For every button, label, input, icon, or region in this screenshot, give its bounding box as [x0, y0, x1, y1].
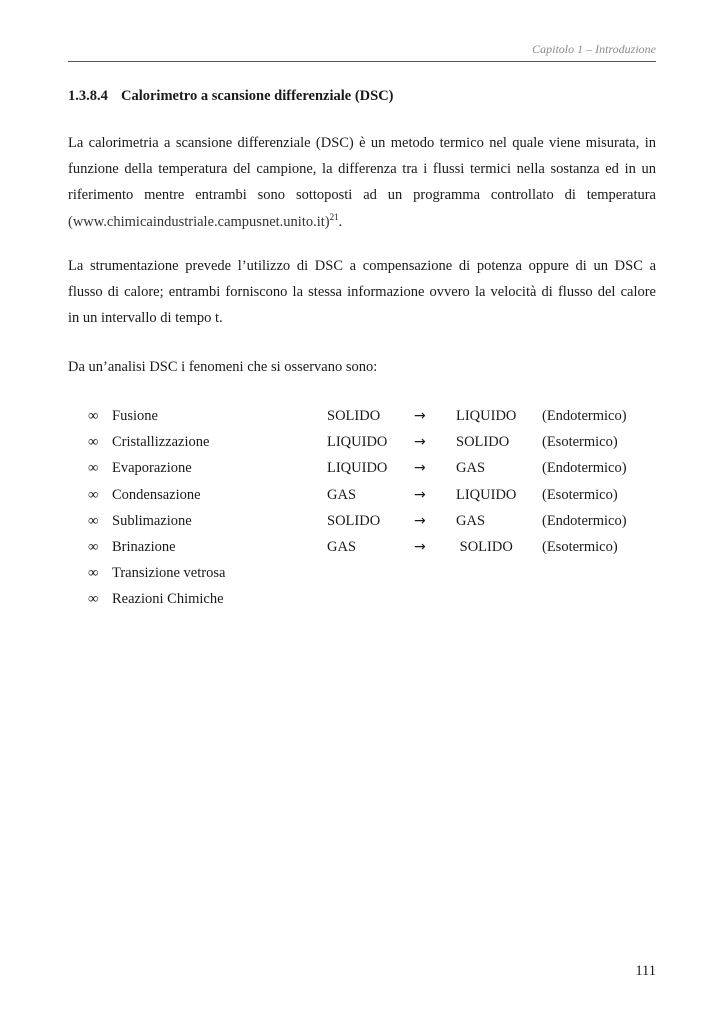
arrow-right-icon: →: [414, 538, 426, 555]
to-state: GAS: [456, 460, 486, 477]
arrow-right-icon: →: [414, 408, 426, 424]
arrow-right-icon: →: [414, 460, 426, 477]
list-item: [0, 405, 724, 431]
header-rule: [68, 61, 656, 62]
section-heading: [68, 88, 394, 105]
phenomenon-name: Evaporazione: [112, 460, 192, 477]
paragraph-line: in un intervallo di tempo t.: [68, 310, 223, 327]
infinity-bullet-icon: ∞: [88, 486, 99, 503]
infinity-bullet-icon: ∞: [88, 512, 99, 529]
to-state: GAS: [456, 512, 486, 529]
list-item: [0, 588, 724, 614]
to-state: LIQUIDO: [456, 486, 517, 503]
list-item: [0, 484, 724, 510]
paragraph-instrumentation: [68, 253, 656, 332]
from-state: LIQUIDO: [327, 460, 388, 477]
phenomenon-name: Sublimazione: [112, 512, 192, 529]
to-state: SOLIDO: [456, 538, 513, 555]
sentence-end: .: [338, 213, 343, 230]
phenomenon-name: Cristallizzazione: [112, 434, 210, 451]
phenomenon-name: Transizione vetrosa: [112, 565, 226, 582]
paragraph-line: funzione della temperatura del campione, la differenza tra i flussi termici nella sostanza ed in un: [68, 161, 656, 178]
paragraph-line: flusso di calore; entrambi forniscono la stessa informazione ovvero la velocità di flusso del calore: [68, 284, 656, 301]
phenomenon-name: Fusione: [112, 408, 158, 424]
running-header: Capitolo 1 – Introduzione: [532, 42, 656, 56]
phenomenon-name: Reazioni Chimiche: [112, 591, 224, 608]
section-title: Calorimetro a scansione differenziale (DSC): [121, 88, 394, 104]
paragraph-line: riferimento mentre entrambi sono sottoposti ad un programma controllato di temperatura: [68, 187, 656, 204]
phenomenon-name: Condensazione: [112, 486, 201, 503]
arrow-right-icon: →: [414, 486, 426, 503]
list-item: [0, 431, 724, 457]
thermal-type: (Esotermico): [542, 434, 618, 451]
paragraph-line: La calorimetria a scansione differenziale (DSC) è un metodo termico nel quale viene misurata, in: [68, 135, 656, 151]
arrow-right-icon: →: [414, 512, 426, 529]
infinity-bullet-icon: ∞: [88, 434, 99, 451]
to-state: SOLIDO: [456, 434, 510, 451]
paragraph-line: [68, 209, 656, 235]
thermal-type: (Esotermico): [542, 538, 618, 555]
paragraph-line: La strumentazione prevede l’utilizzo di DSC a compensazione di potenza oppure di un DSC a: [68, 258, 656, 274]
from-state: SOLIDO: [327, 408, 381, 424]
section-number: 1.3.8.4: [68, 88, 108, 104]
phenomena-list: [0, 405, 724, 615]
to-state: LIQUIDO: [456, 408, 517, 424]
infinity-bullet-icon: ∞: [88, 565, 99, 582]
list-item: [0, 562, 724, 588]
from-state: GAS: [327, 486, 357, 503]
source-url: (www.chimicaindustriale.campusnet.unito.it): [68, 213, 330, 230]
infinity-bullet-icon: ∞: [88, 538, 99, 555]
infinity-bullet-icon: ∞: [88, 460, 99, 477]
thermal-type: (Esotermico): [542, 486, 618, 503]
infinity-bullet-icon: ∞: [88, 408, 99, 424]
from-state: LIQUIDO: [327, 434, 388, 451]
page-number: 111: [635, 963, 656, 979]
infinity-bullet-icon: ∞: [88, 591, 99, 608]
paragraph-line: Da un’analisi DSC i fenomeni che si osservano sono:: [68, 359, 378, 375]
arrow-right-icon: →: [414, 434, 426, 451]
phenomenon-name: Brinazione: [112, 538, 176, 555]
from-state: SOLIDO: [327, 512, 381, 529]
paragraph-phenomena-intro: [68, 354, 656, 380]
list-item: [0, 510, 724, 536]
thermal-type: (Endotermico): [542, 460, 627, 477]
paragraph-dsc-definition: [68, 130, 656, 235]
from-state: GAS: [327, 538, 357, 555]
thermal-type: (Endotermico): [542, 408, 627, 424]
thermal-type: (Endotermico): [542, 512, 627, 529]
list-item: [0, 536, 724, 562]
list-item: [0, 457, 724, 483]
footnote-ref: 21: [329, 211, 339, 222]
